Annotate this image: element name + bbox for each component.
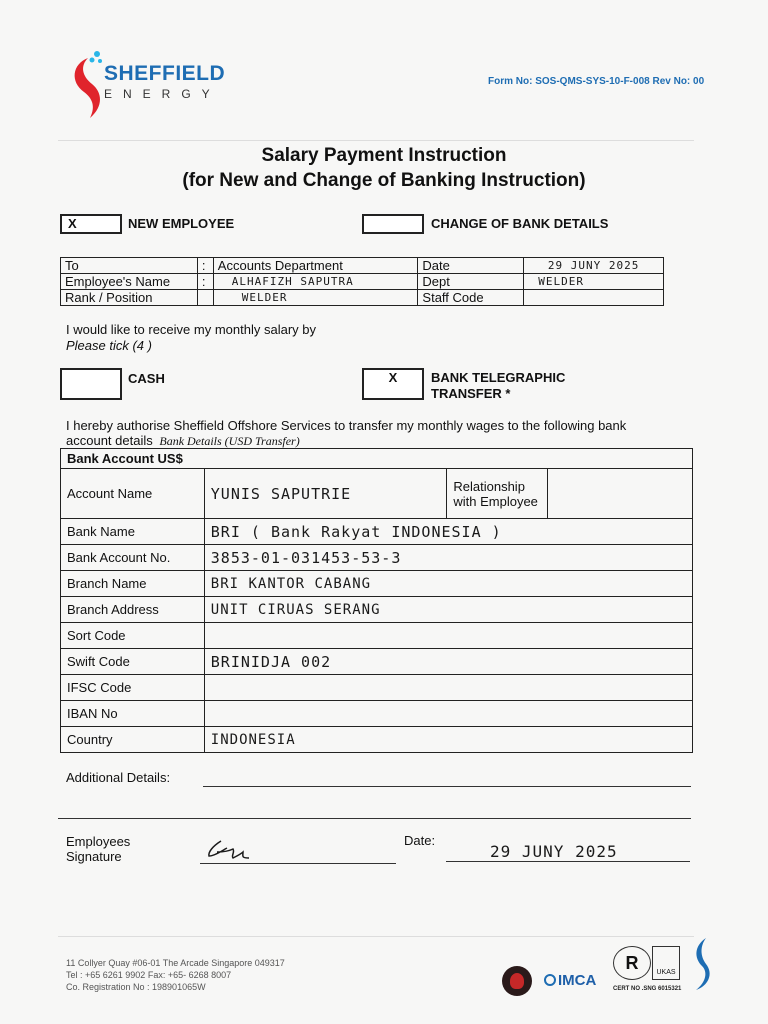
country-label: Country [61,727,205,753]
accreditation-badge-icon [502,966,532,996]
authorisation-text-2 [66,433,300,449]
new-employee-label: NEW EMPLOYEE [128,216,235,231]
form-title: Salary Payment Instruction [261,145,507,166]
colon: : [197,258,213,274]
bank-transfer-label-2: TRANSFER * [431,386,511,401]
brand-swoosh-icon [690,936,714,994]
bank-table-header: Bank Account US$ [61,449,693,469]
account-name-label: Account Name [61,469,205,519]
address-line: 11 Collyer Quay #06-01 The Arcade Singapore 049317 [66,958,285,968]
iban-no-label: IBAN No [61,701,205,727]
relationship-value[interactable] [548,469,693,519]
employee-name-label: Employee's Name [61,274,198,290]
salary-preference-text: I would like to receive my monthly salary by [66,322,316,337]
ifsc-code-value[interactable] [204,675,692,701]
cash-label: CASH [128,371,165,386]
swift-code-label: Swift Code [61,649,205,675]
bank-account-no-value[interactable]: 3853-01-031453-53-3 [204,545,692,571]
globe-icon [544,974,556,986]
additional-details-label: Additional Details: [66,770,171,785]
signature-label-2: Signature [66,849,122,864]
dept-label: Dept [418,274,524,290]
account-name-value[interactable]: YUNIS SAPUTRIE [204,469,447,519]
rank-label: Rank / Position [61,290,198,306]
date-label: Date [418,258,524,274]
form-number: Form No: SOS-QMS-SYS-10-F-008 Rev No: 00 [488,76,705,87]
bank-name-value[interactable]: BRI ( Bank Rakyat INDONESIA ) [204,519,692,545]
colon: : [197,274,213,290]
signature-date-label: Date: [404,833,436,848]
additional-details-line-2[interactable] [58,802,691,819]
ukas-icon: UKAS [652,946,680,980]
bank-transfer-label: BANK TELEGRAPHIC [431,370,566,385]
bank-name-label: Bank Name [61,519,205,545]
footer-divider [58,936,694,937]
registration-line: Co. Registration No : 198901065W [66,982,206,992]
swift-code-value[interactable]: BRINIDJA 002 [204,649,692,675]
staff-code-label: Staff Code [418,290,524,306]
tick-instruction: Please tick (4 ) [66,338,152,353]
company-address [66,957,285,993]
registered-certification-icon: R [613,946,651,980]
cash-checkbox[interactable] [60,368,122,400]
bank-account-table [60,448,693,753]
signature-date-value[interactable]: 29 JUNY 2025 [446,842,690,862]
branch-address-label: Branch Address [61,597,205,623]
branch-address-value[interactable]: UNIT CIRUAS SERANG [204,597,692,623]
bank-transfer-checkbox[interactable]: X [362,368,424,400]
branch-name-label: Branch Name [61,571,205,597]
colon [197,290,213,306]
cert-number: CERT NO .SNG 6015321 [613,986,682,992]
header-divider [58,140,694,141]
new-employee-checkbox[interactable]: X [60,214,122,234]
handwritten-signature-icon [205,838,253,864]
employee-name-value[interactable]: ALHAFIZH SAPUTRA [213,274,418,290]
staff-code-value[interactable] [524,290,664,306]
rank-value[interactable]: WELDER [213,290,418,306]
employee-details-table [60,257,664,306]
imca-logo: IMCA [558,972,597,989]
logo-name: SHEFFIELD [104,62,226,85]
phone-line: Tel : +65 6261 9902 Fax: +65- 6268 8007 [66,970,232,980]
bank-account-no-label: Bank Account No. [61,545,205,571]
country-value[interactable]: INDONESIA [204,727,692,753]
date-value[interactable]: 29 JUNY 2025 [524,258,664,274]
form-subtitle: (for New and Change of Banking Instruction) [182,170,586,191]
ifsc-code-label: IFSC Code [61,675,205,701]
dept-value[interactable]: WELDER [524,274,664,290]
change-bank-checkbox[interactable] [362,214,424,234]
change-bank-label: CHANGE OF BANK DETAILS [431,216,609,231]
authorisation-text-label: account details [66,433,153,448]
additional-details-field[interactable] [203,770,691,787]
sort-code-label: Sort Code [61,623,205,649]
to-label: To [61,258,198,274]
authorisation-text: I hereby authorise Sheffield Offshore Services to transfer my monthly wages to the following bank [66,418,627,433]
bank-details-caption: Bank Details (USD Transfer) [159,434,300,448]
sort-code-value[interactable] [204,623,692,649]
branch-name-value[interactable]: BRI KANTOR CABANG [204,571,692,597]
to-value: Accounts Department [213,258,418,274]
iban-no-value[interactable] [204,701,692,727]
relationship-label: Relationship with Employee [447,469,548,519]
logo-subtitle: ENERGY [104,87,221,101]
signature-label: Employees [66,834,131,849]
